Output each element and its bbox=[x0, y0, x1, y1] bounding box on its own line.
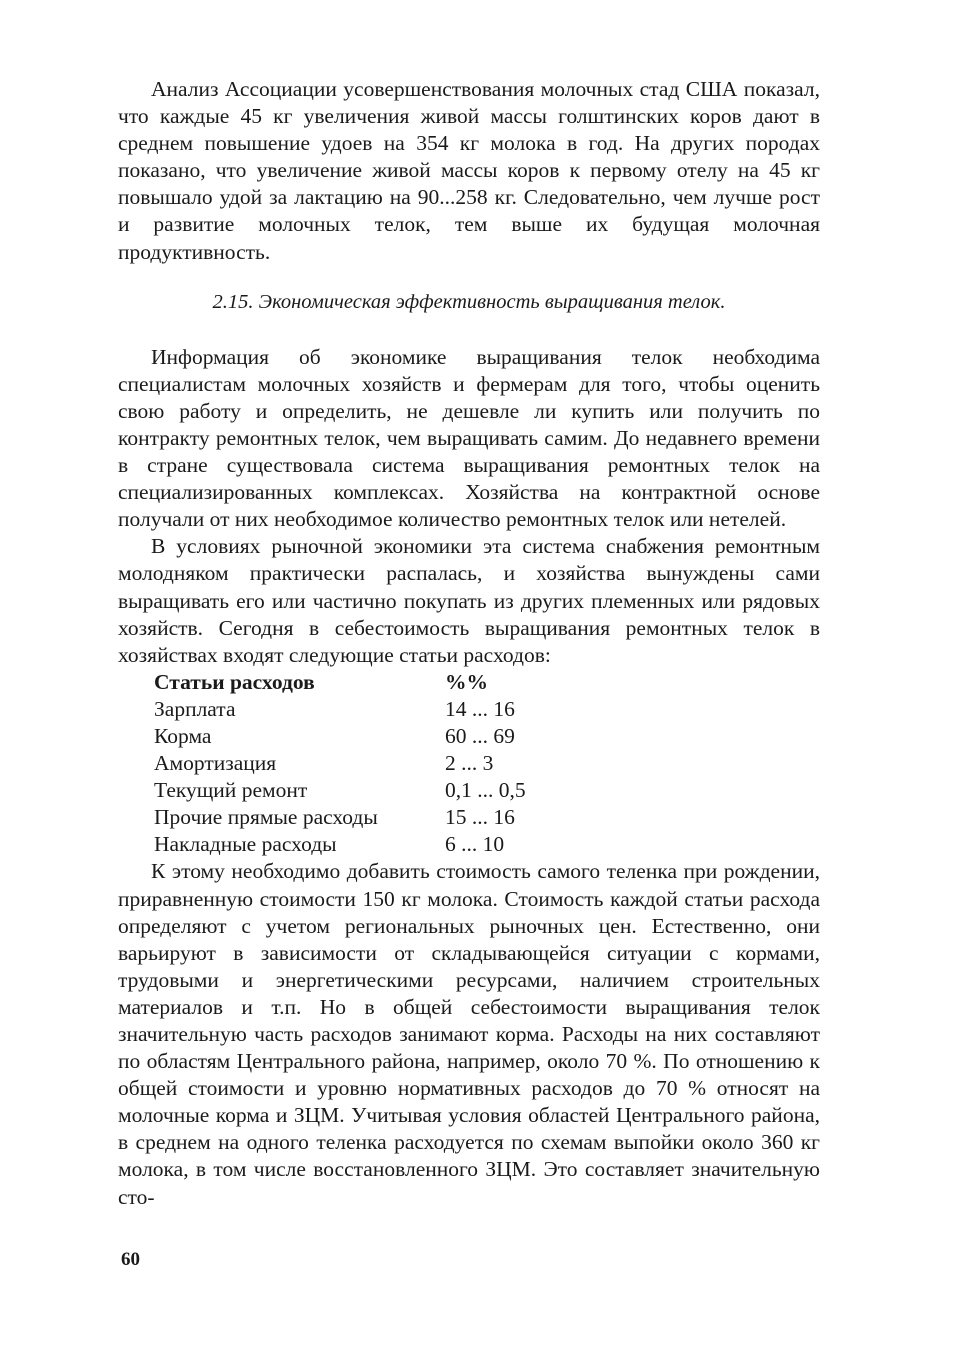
page-number: 60 bbox=[121, 1249, 140, 1270]
row-percent: 2 ... 3 bbox=[445, 751, 494, 776]
row-percent: 60 ... 69 bbox=[445, 723, 515, 748]
table-row bbox=[154, 804, 820, 831]
header-percent: %% bbox=[445, 669, 488, 694]
paragraph-intro: Анализ Ассоциации усовершенствования молочных стад США показал, что каждые 45 кг увеличения живой массы голштинских коров дают в среднем повышение удоев на 354 кг молока в год. На других породах показано, что увеличение живой массы коров к первому отелу на 45 кг повышало удой за лактацию на 90...258 кг. Следовательно, чем лучше рост и развитие молочных телок, тем выше их будущая молочная продуктивность. bbox=[118, 77, 820, 264]
row-item: Текущий ремонт bbox=[154, 778, 308, 803]
row-item: Амортизация bbox=[154, 751, 277, 776]
table-row bbox=[154, 696, 820, 723]
paragraph-market: В условиях рыночной экономики эта система снабжения ремонтным молодняком практически распалась, и хозяйства вынуждены сами выращивать его или частично покупать из других племенных или рядовых хозяйств. Сегодня в себестоимость выращивания ремонтных телок в хозяйствах входят следующие статьи расходов: bbox=[118, 534, 820, 667]
row-item: Накладные расходы bbox=[154, 832, 337, 857]
row-item: Зарплата bbox=[154, 696, 236, 721]
expense-table bbox=[154, 669, 820, 859]
table-row bbox=[154, 750, 820, 777]
row-percent: 15 ... 16 bbox=[445, 805, 515, 830]
paragraph-info: Информация об экономике выращивания телок необходима специалистам молочных хозяйств и фермерам для того, чтобы оценить свою работу и определить, не дешевле ли купить или получить по контракту ремонтных телок, чем выращивать самим. До недавнего времени в стране существовала система выращивания ремонтных телок на специализированных комплексах. Хозяйства на контрактной основе получали от них необходимое количество ремонтных телок или нетелей. bbox=[118, 344, 820, 532]
row-percent: 0,1 ... 0,5 bbox=[445, 778, 526, 803]
table-row bbox=[154, 723, 820, 750]
page-body bbox=[118, 76, 820, 1211]
row-percent: 14 ... 16 bbox=[445, 696, 515, 721]
row-percent: 6 ... 10 bbox=[445, 832, 505, 857]
row-item: Прочие прямые расходы bbox=[154, 805, 378, 830]
table-header-row bbox=[154, 669, 820, 696]
paragraph-costs: К этому необходимо добавить стоимость самого теленка при рождении, приравненную стоимости 150 кг молока. Стоимость каждой статьи расхода определяют с учетом региональных рыночных цен. Естественно, они варьируют в зависимости от складывающейся ситуации с кормами, трудовыми и энергетическими ресурсами, наличием строительных материалов и т.п. Но в общей себестоимости выращивания телок значительную часть расходов занимают корма. Расходы на них составляют по областям Центрального района, например, около 70 %. По отношению к общей стоимости и уровню нормативных расходов до 70 % относят на молочные корма и ЗЦМ. Учитывая условия областей Центрального района, в среднем на одного теленка расходуется по схемам выпойки около 360 кг молока, в том числе восстановленного ЗЦМ. Это составляет значительную сто- bbox=[118, 859, 820, 1209]
row-item: Корма bbox=[154, 723, 212, 748]
section-heading: 2.15. Экономическая эффективность выращивания телок. bbox=[212, 290, 726, 313]
header-items: Статьи расходов bbox=[154, 669, 315, 694]
table-row bbox=[154, 777, 820, 804]
table-row bbox=[154, 831, 820, 858]
